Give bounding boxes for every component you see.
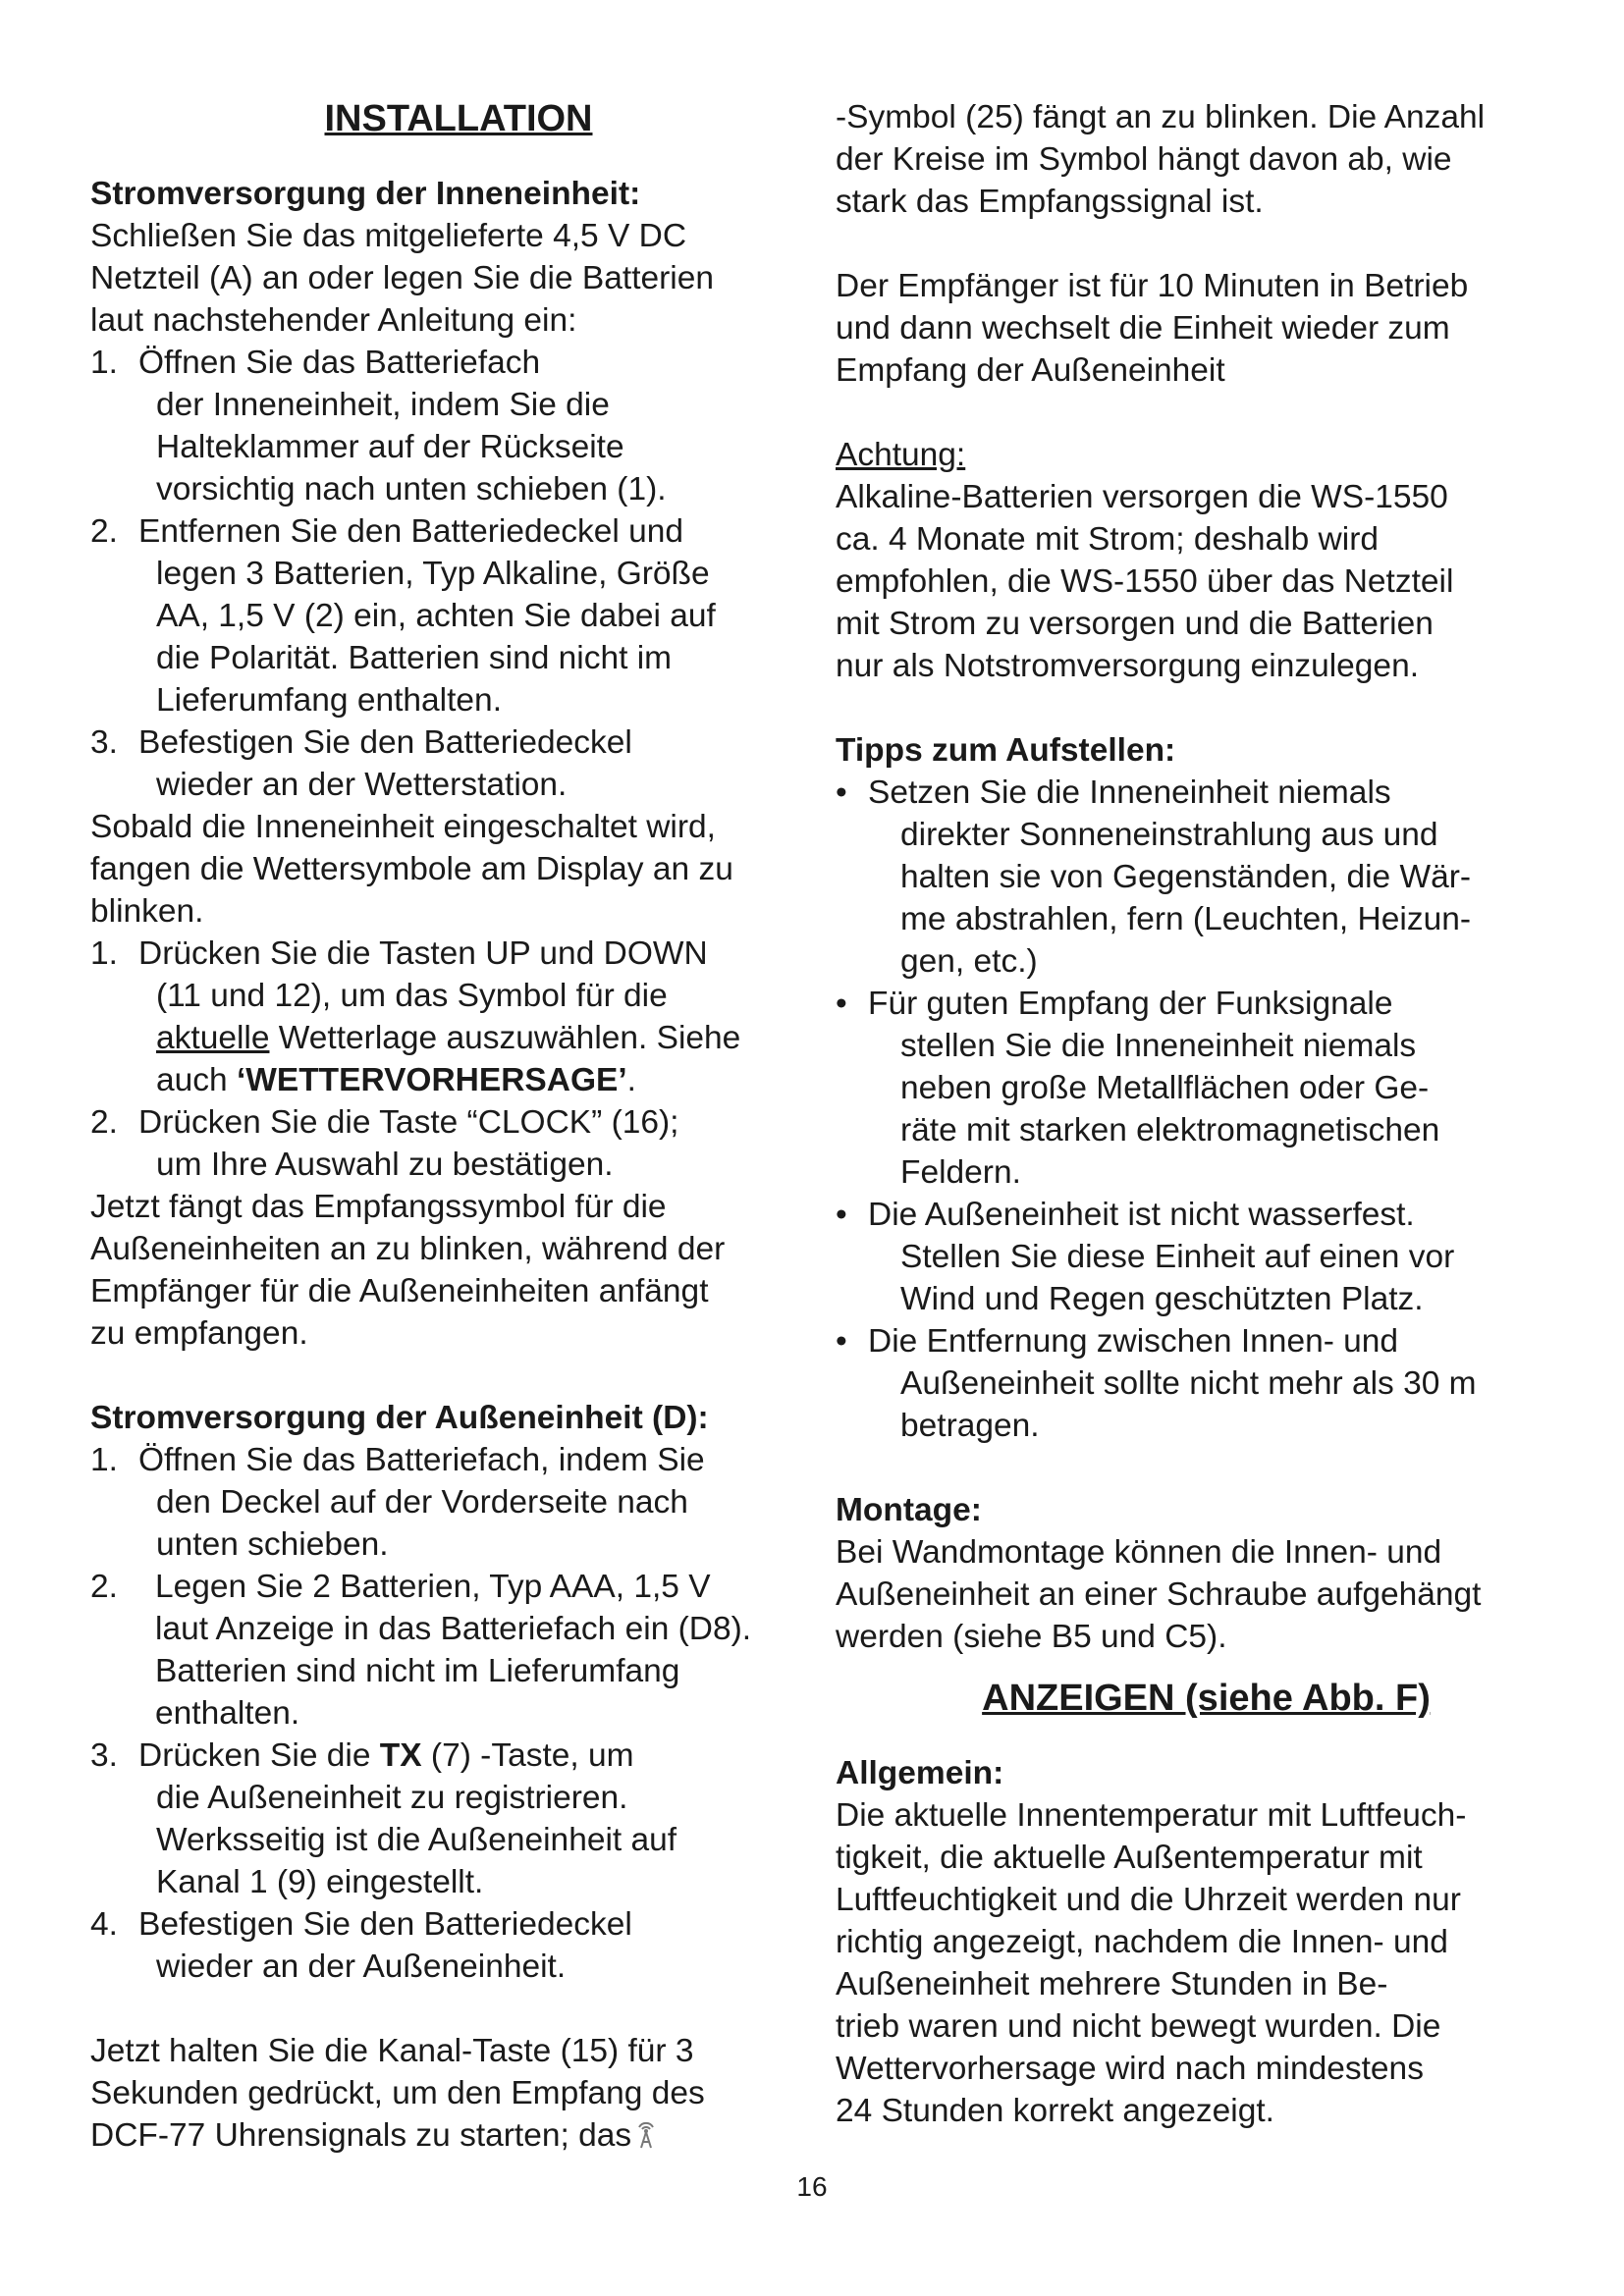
right-column: -Symbol (25) fängt an zu blinken. Die Anzahl der Kreise im Symbol hängt davon ab, wie stark das Empfangssignal ist. Der Empfänger ist für 10 Minuten in Betrieb und dann wechselt die Einheit wieder zum Empfang der Außeneinheit Achtung: Alkaline-Batterien versorgen die WS-1550 ca. 4 Monate mit Strom; deshalb wird empfohlen, die WS-1550 über das Netzteil mit Strom zu versorgen und die Batterien nur als Notstromversorgung einzulegen. Tipps zum Aufstellen: • Setzen Sie die Inneneinheit niemals direkter Sonneneinstrahlung aus und halten sie von Gegenständen, die Wär- me abstrahlen, fern (Leuchten, Heizun- gen, etc.) • Für guten Empfang der Funksignale stellen Sie die Inneneinheit niemals neben große Metallflächen oder Ge- räte mit starken elektromagnetischen Feldern. • Die Außeneinheit ist nicht wasserfest. Stellen Sie diese Einheit auf einen vor Wind und Regen geschützten Platz. • Die Entfernung zwischen Innen- und Außeneinheit sollte nicht mehr als 30 m betragen. Montage: Bei Wandmontage können die Innen- und Außeneinheit an einer Schraube aufgehängt werden (siehe B5 und C5). ANZEIGEN (siehe Abb. F) Allgemein: Die aktuelle Innentemperatur mit Luftfeuch- tigkeit, die aktuelle Außentemperatur mit Luftfeuchtigkeit und die Uhrzeit werden nur richtig angezeigt, nachdem die Innen- und Außeneinheit mehrere Stunden in Be- trieb waren und nicht bewegt wurden. Die Wettervorhersage wird nach mindestens 24 Stunden korrekt angezeigt. [836, 96, 1557, 2132]
attention-line: Alkaline-Batterien versorgen die WS-1550 [836, 479, 1448, 515]
outdoor-step-3: 3. Drücken Sie die TX (7) -Taste, um die Außeneinheit zu registrieren. Werksseitig ist die Außeneinheit auf Kanal 1 (9) eingestellt. [90, 1737, 677, 1900]
general-line: Wettervorhersage wird nach mindestens [836, 2051, 1424, 2087]
general-line: Die aktuelle Innentemperatur mit Luftfeuch- [836, 1797, 1467, 1834]
attention-line: nur als Notstromversorgung einzulegen. [836, 648, 1420, 684]
after-power-line: blinken. [90, 893, 204, 930]
after-power-line: Sobald die Inneneinheit eingeschaltet wird, [90, 809, 716, 845]
installation-title: INSTALLATION [324, 98, 593, 139]
receiver-line: Der Empfänger ist für 10 Minuten in Betrieb [836, 268, 1469, 304]
tip-item: • Setzen Sie die Inneneinheit niemals [836, 772, 1557, 814]
indoor-step-1: 1. Öffnen Sie das Batteriefach der Inneneinheit, indem Sie die Halteklammer auf der Rückseite vorsichtig nach unten schieben (1). [90, 345, 667, 507]
forecast-reference: ‘WETTERVORHERSAGE’ [236, 1062, 627, 1098]
indoor-intro-line: laut nachstehender Anleitung ein: [90, 302, 577, 339]
reception-antenna-icon [635, 2118, 657, 2161]
receiver-line: und dann wechselt die Einheit wieder zum [836, 310, 1450, 347]
setup-step-1: 1. Drücken Sie die Tasten UP und DOWN (11 und 12), um das Symbol für die aktuelle Wetterlage auszuwählen. Siehe auch ‘WETTERVORHERSAGE’. [90, 935, 741, 1098]
mount-line: werden (siehe B5 und C5). [836, 1619, 1227, 1655]
receiver-line: Empfang der Außeneinheit [836, 352, 1225, 389]
page-number: 16 [796, 2171, 828, 2202]
indoor-power-heading: Stromversorgung der Inneneinheit: [90, 176, 641, 212]
outdoor-power-heading: Stromversorgung der Außeneinheit (D): [90, 1400, 709, 1436]
general-line: richtig angezeigt, nachdem die Innen- und [836, 1924, 1448, 1960]
after-setup-line: Empfänger für die Außeneinheiten anfängt [90, 1273, 709, 1309]
tx-key-label: TX [379, 1737, 422, 1774]
tip-item: • Für guten Empfang der Funksignale [836, 983, 1557, 1025]
indoor-step-2: 2. Entfernen Sie den Batteriedeckel und legen 3 Batterien, Typ Alkaline, Größe AA, 1,5 V (2) ein, achten Sie dabei auf die Polarität. Batterien sind nicht im Lieferumfang enthalten. [90, 513, 716, 719]
general-line: tigkeit, die aktuelle Außentemperatur mit [836, 1840, 1423, 1876]
tip-item: • Die Entfernung zwischen Innen- und [836, 1320, 1557, 1362]
general-line: Luftfeuchtigkeit und die Uhrzeit werden nur [836, 1882, 1461, 1918]
symbol-continuation-line: der Kreise im Symbol hängt davon ab, wie [836, 141, 1452, 178]
general-heading: Allgemein: [836, 1755, 1004, 1791]
indoor-intro-line: Netzteil (A) an oder legen Sie die Batterien [90, 260, 714, 296]
after-setup-line: zu empfangen. [90, 1315, 308, 1352]
left-column [90, 96, 797, 2161]
outdoor-step-4: 4. Befestigen Sie den Batteriedeckel wieder an der Außeneinheit. [90, 1906, 632, 1985]
attention-line: ca. 4 Monate mit Strom; deshalb wird [836, 521, 1379, 558]
closing-line: DCF-77 Uhrensignals zu starten; das [90, 2114, 797, 2161]
general-line: Außeneinheit mehrere Stunden in Be- [836, 1966, 1388, 2002]
mount-line: Außeneinheit an einer Schraube aufgehängt [836, 1576, 1482, 1613]
mount-heading: Montage: [836, 1492, 982, 1528]
closing-line: Sekunden gedrückt, um den Empfang des [90, 2075, 705, 2111]
bullet-icon: • [836, 1323, 847, 1360]
bullet-icon: • [836, 986, 847, 1022]
tips-heading: Tipps zum Aufstellen: [836, 732, 1176, 769]
underlined-word: aktuelle [156, 1020, 270, 1056]
indoor-intro-line: Schließen Sie das mitgelieferte 4,5 V DC [90, 218, 687, 254]
bullet-icon: • [836, 1197, 847, 1233]
outdoor-step-2: 2. Legen Sie 2 Batterien, Typ AAA, 1,5 V laut Anzeige in das Batteriefach ein (D8). Batterien sind nicht im Lieferumfang enthalten. [90, 1569, 752, 1732]
bullet-icon: • [836, 774, 847, 811]
attention-line: empfohlen, die WS-1550 über das Netzteil [836, 563, 1454, 600]
after-power-line: fangen die Wettersymbole am Display an zu [90, 851, 733, 887]
indoor-step-3: 3. Befestigen Sie den Batteriedeckel wieder an der Wetterstation. [90, 724, 632, 803]
general-line: trieb waren und nicht bewegt wurden. Die [836, 2008, 1441, 2045]
after-setup-line: Jetzt fängt das Empfangssymbol für die [90, 1189, 667, 1225]
after-setup-line: Außeneinheiten an zu blinken, während der [90, 1231, 726, 1267]
closing-line: Jetzt halten Sie die Kanal-Taste (15) für 3 [90, 2033, 694, 2069]
display-title: ANZEIGEN (siehe Abb. F) [982, 1678, 1431, 1719]
attention-label: Achtung: [836, 437, 966, 473]
attention-line: mit Strom zu versorgen und die Batterien [836, 606, 1434, 642]
outdoor-step-1: 1. Öffnen Sie das Batteriefach, indem Sie den Deckel auf der Vorderseite nach unten schieben. [90, 1442, 705, 1563]
mount-line: Bei Wandmontage können die Innen- und [836, 1534, 1442, 1571]
general-line: 24 Stunden korrekt angezeigt. [836, 2093, 1274, 2129]
symbol-continuation-line: -Symbol (25) fängt an zu blinken. Die Anzahl [836, 99, 1486, 135]
tip-item: • Die Außeneinheit ist nicht wasserfest. [836, 1194, 1557, 1236]
symbol-continuation-line: stark das Empfangssignal ist. [836, 184, 1264, 220]
setup-step-2: 2. Drücken Sie die Taste “CLOCK” (16); um Ihre Auswahl zu bestätigen. [90, 1104, 679, 1183]
